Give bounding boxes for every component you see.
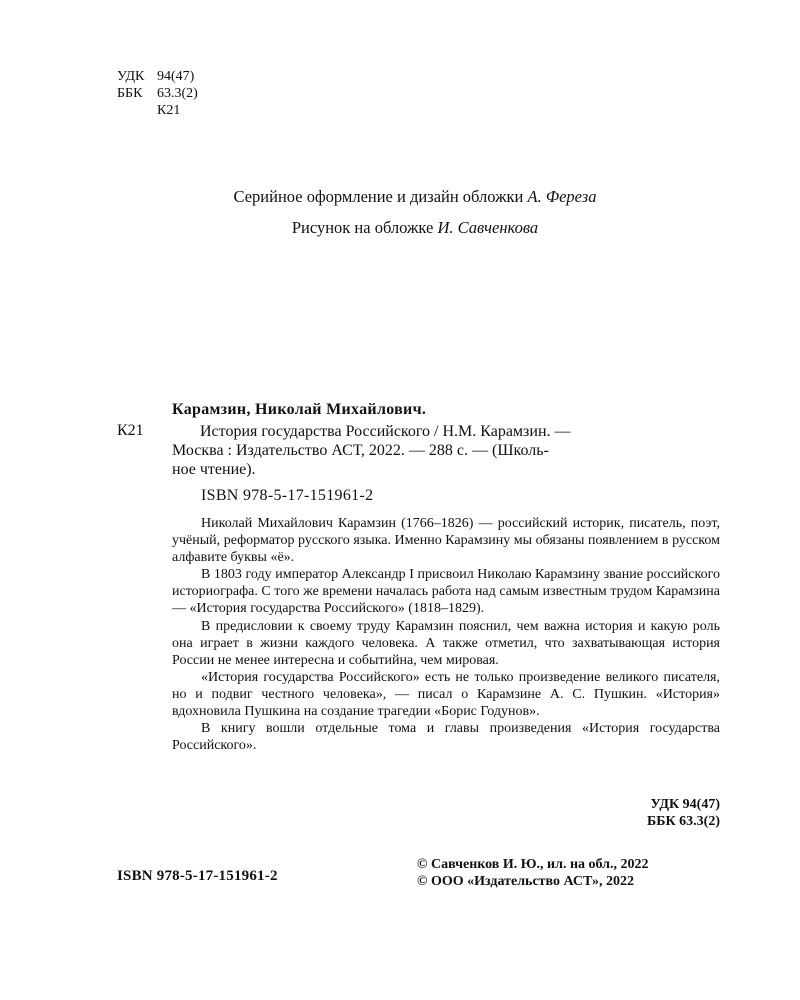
udk-value: 94(47) (157, 69, 195, 84)
cover-credit-text: Рисунок на обложке (291, 218, 434, 237)
udk-row (117, 68, 198, 85)
bottom-isbn: ISBN 978-5-17-151961-2 (117, 868, 278, 884)
udk-right-line: УДК 94(47) (650, 797, 720, 812)
annotation (172, 515, 720, 754)
design-credit-name: А. Фереза (527, 187, 597, 206)
bbk-label: ББК (117, 86, 143, 101)
design-credit (0, 187, 800, 207)
annotation-paragraph: В книгу вошли отдельные тома и главы произведения «История государства Российского». (172, 721, 720, 754)
record-isbn: ISBN 978-5-17-151961-2 (201, 487, 374, 504)
udk-block (117, 68, 198, 119)
udk-label: УДК (117, 69, 145, 84)
record-line-3: ное чтение). (172, 461, 256, 478)
bbk-value: 63.3(2) (157, 86, 198, 101)
bbk-row (117, 85, 198, 102)
cover-credit (0, 218, 800, 238)
annotation-paragraph: Николай Михайлович Карамзин (1766–1826) — российский историк, писатель, поэт, учёный, реформатор русского языка. Именно Карамзину мы обязаны появлением в русском алфавите буквы «ё». (172, 516, 720, 566)
annotation-paragraph: В предисловии к своему труду Карамзин пояснил, чем важна история и какую роль она играет в жизни каждого человека. А также отметил, что захватывающая история России не менее интересна и событийна, чем мировая. (172, 618, 720, 668)
record-author: Карамзин, Николай Михайлович. (172, 401, 427, 418)
cover-credit-name: И. Савченкова (437, 218, 539, 237)
design-credit-text: Серийное оформление и дизайн обложки (233, 187, 524, 206)
author-sign: К21 (157, 103, 181, 118)
annotation-paragraph: «История государства Российского» есть не только произведение великого писателя, но и подвиг честного человека», — писал о Карамзине А. С. Пушкин. «История» вдохновила Пушкина на создание трагедии «Борис Годунов». (172, 669, 720, 720)
udk-classification-right (560, 796, 720, 830)
author-sign-row (117, 102, 198, 119)
record-description (172, 422, 720, 479)
copyright-illustrator: © Савченков И. Ю., ил. на обл., 2022 (417, 857, 649, 872)
bbk-right-line: ББК 63.3(2) (647, 814, 720, 829)
record-line-1: История государства Российского / Н.М. Карамзин. — (200, 423, 571, 440)
record-line-2: Москва : Издательство АСТ, 2022. — 288 с. — (Школь- (172, 442, 549, 459)
annotation-paragraph: В 1803 году император Александр I присвоил Николаю Карамзину звание российского историографа. С того же времени началась работа над самым известным трудом Карамзина — «История государства Российского» (1818–1829). (172, 567, 720, 617)
copyright-publisher: © ООО «Издательство АСТ», 2022 (417, 874, 635, 889)
copyright-block (417, 856, 649, 890)
record-code: К21 (117, 422, 144, 439)
